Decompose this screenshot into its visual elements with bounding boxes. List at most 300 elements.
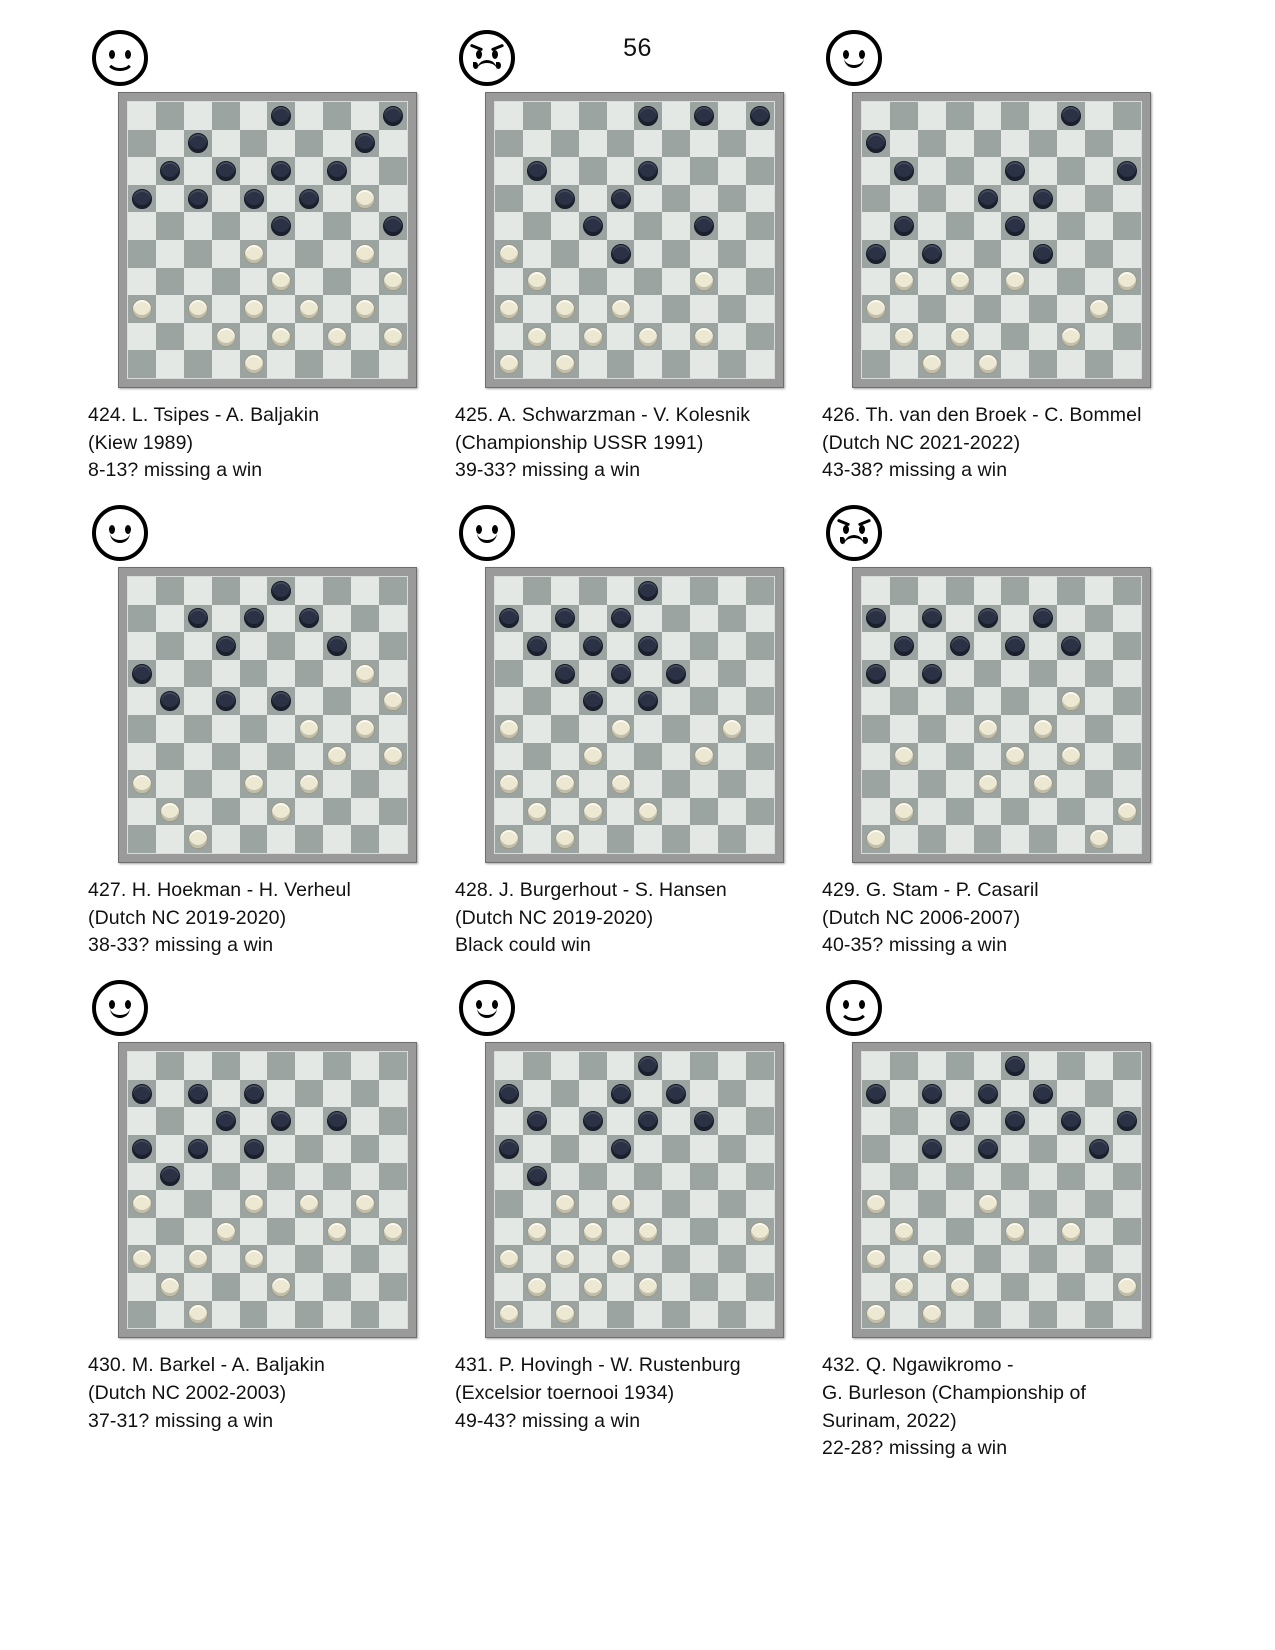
white-piece [638, 1277, 658, 1297]
board-square-22 [212, 687, 240, 715]
board-square-47 [551, 825, 579, 853]
board-square-light [662, 102, 690, 130]
board-square-18 [974, 185, 1002, 213]
board-square-light [1029, 577, 1057, 605]
black-piece [555, 608, 575, 628]
board-square-light [295, 632, 323, 660]
board-square-23 [634, 1163, 662, 1191]
board-square-28 [607, 1190, 635, 1218]
board-square-light [890, 605, 918, 633]
board-square-light [718, 687, 746, 715]
board-square-light [184, 1107, 212, 1135]
board-square-10 [351, 130, 379, 158]
black-piece [638, 106, 658, 126]
board-square-light [890, 130, 918, 158]
board-squares [127, 101, 408, 379]
mouth [844, 535, 864, 547]
black-piece [1061, 1111, 1081, 1131]
board-square-light [607, 632, 635, 660]
board-square-15 [1113, 632, 1141, 660]
board-square-light [184, 1163, 212, 1191]
board-square-light [718, 1218, 746, 1246]
white-piece [271, 802, 291, 822]
board-square-light [295, 577, 323, 605]
board-square-45 [746, 323, 774, 351]
board-square-light [156, 130, 184, 158]
board-square-1 [156, 102, 184, 130]
board-square-light [918, 743, 946, 771]
board-square-32 [212, 1218, 240, 1246]
board-square-light [746, 770, 774, 798]
board-square-48 [607, 825, 635, 853]
draughts-board [118, 92, 417, 388]
board-square-8 [607, 130, 635, 158]
board-square-light [495, 743, 523, 771]
board-square-2 [946, 1052, 974, 1080]
caption-line: 22-28? missing a win [822, 1437, 1008, 1460]
board-square-light [267, 295, 295, 323]
board-square-33 [1001, 743, 1029, 771]
black-piece [866, 608, 886, 628]
board-square-42 [946, 798, 974, 826]
board-square-35 [379, 1218, 407, 1246]
board-square-light [1113, 240, 1141, 268]
board-square-23 [267, 212, 295, 240]
mouth [110, 532, 130, 543]
white-piece [866, 299, 886, 319]
board-square-49 [295, 350, 323, 378]
black-piece [1033, 608, 1053, 628]
board-square-light [890, 1080, 918, 1108]
board-square-light [579, 770, 607, 798]
board-square-light [351, 632, 379, 660]
board-square-45 [379, 1273, 407, 1301]
board-square-39 [662, 1245, 690, 1273]
board-square-light [128, 798, 156, 826]
board-square-34 [1057, 1218, 1085, 1246]
board-square-6 [862, 130, 890, 158]
board-square-3 [634, 1052, 662, 1080]
board-square-light [862, 1218, 890, 1246]
caption-line: Surinam, 2022) [822, 1409, 957, 1432]
black-piece [271, 106, 291, 126]
board-square-light [551, 212, 579, 240]
board-square-27 [918, 240, 946, 268]
black-piece [978, 1139, 998, 1159]
board-square-6 [128, 1080, 156, 1108]
board-square-light [495, 577, 523, 605]
board-square-light [1057, 660, 1085, 688]
board-square-light [946, 770, 974, 798]
board-square-2 [212, 577, 240, 605]
board-square-light [662, 1163, 690, 1191]
eyebrow-r [491, 44, 504, 52]
board-square-11 [523, 157, 551, 185]
board-square-light [634, 1135, 662, 1163]
board-square-light [379, 185, 407, 213]
caption-line: 427. H. Hoekman - H. Verheul [88, 879, 351, 902]
board-square-26 [862, 715, 890, 743]
board-square-43 [267, 323, 295, 351]
board-square-light [634, 130, 662, 158]
board-square-41 [156, 323, 184, 351]
board-square-7 [551, 605, 579, 633]
board-square-light [718, 268, 746, 296]
board-square-light [523, 1080, 551, 1108]
board-square-11 [890, 1107, 918, 1135]
board-square-light [267, 660, 295, 688]
black-piece [611, 1139, 631, 1159]
board-square-46 [495, 350, 523, 378]
board-square-light [212, 295, 240, 323]
black-piece [611, 664, 631, 684]
board-square-light [946, 825, 974, 853]
board-square-light [1057, 185, 1085, 213]
board-square-light [495, 157, 523, 185]
board-square-39 [662, 770, 690, 798]
board-square-16 [495, 660, 523, 688]
board-square-40 [718, 295, 746, 323]
board-square-light [862, 268, 890, 296]
board-square-light [862, 1273, 890, 1301]
white-piece [638, 1222, 658, 1242]
board-square-10 [718, 130, 746, 158]
board-square-light [1113, 1135, 1141, 1163]
board-square-43 [1001, 1273, 1029, 1301]
board-square-light [295, 1052, 323, 1080]
board-square-36 [495, 1245, 523, 1273]
board-square-light [323, 1135, 351, 1163]
board-square-light [690, 240, 718, 268]
board-square-light [579, 660, 607, 688]
board-square-light [128, 743, 156, 771]
caption-line: (Championship USSR 1991) [455, 431, 704, 454]
board-square-light [128, 1107, 156, 1135]
board-square-light [551, 1163, 579, 1191]
board-square-8 [240, 130, 268, 158]
black-piece [327, 636, 347, 656]
board-square-8 [974, 130, 1002, 158]
board-square-1 [523, 102, 551, 130]
board-square-light [1113, 660, 1141, 688]
board-square-light [634, 825, 662, 853]
board-square-24 [1057, 687, 1085, 715]
board-square-1 [156, 1052, 184, 1080]
black-piece [950, 1111, 970, 1131]
board-square-27 [184, 1190, 212, 1218]
black-piece [1005, 1056, 1025, 1076]
white-piece [327, 327, 347, 347]
board-squares [127, 1051, 408, 1329]
board-square-light [267, 1301, 295, 1329]
board-square-light [184, 1218, 212, 1246]
white-piece [188, 1304, 208, 1324]
board-square-22 [212, 212, 240, 240]
board-square-20 [351, 660, 379, 688]
black-piece [1033, 1084, 1053, 1104]
black-piece [271, 581, 291, 601]
board-square-light [974, 743, 1002, 771]
smiley-face-icon [92, 30, 148, 86]
board-square-33 [1001, 268, 1029, 296]
board-square-light [579, 240, 607, 268]
board-square-40 [1085, 770, 1113, 798]
board-square-43 [634, 798, 662, 826]
board-square-11 [156, 157, 184, 185]
black-piece [694, 1111, 714, 1131]
white-piece [1117, 1277, 1137, 1297]
black-piece [922, 244, 942, 264]
board-square-19 [1029, 660, 1057, 688]
board-square-40 [351, 770, 379, 798]
board-square-light [267, 185, 295, 213]
board-square-34 [1057, 743, 1085, 771]
board-square-light [1085, 102, 1113, 130]
board-square-19 [662, 660, 690, 688]
board-square-light [662, 798, 690, 826]
board-square-34 [690, 1218, 718, 1246]
board-square-16 [128, 1135, 156, 1163]
board-square-4 [690, 102, 718, 130]
board-square-light [1001, 1135, 1029, 1163]
board-square-light [862, 687, 890, 715]
board-square-34 [323, 743, 351, 771]
white-piece [555, 774, 575, 794]
board-square-light [918, 632, 946, 660]
black-piece [271, 691, 291, 711]
board-squares [127, 576, 408, 854]
black-piece [1089, 1139, 1109, 1159]
puzzle-caption [822, 1352, 1167, 1463]
white-piece [188, 299, 208, 319]
board-square-light [1029, 157, 1057, 185]
board-square-light [156, 770, 184, 798]
white-piece [1061, 1222, 1081, 1242]
board-square-light [184, 268, 212, 296]
board-square-light [918, 323, 946, 351]
black-piece [894, 161, 914, 181]
board-square-6 [862, 605, 890, 633]
board-square-light [862, 1052, 890, 1080]
board-square-16 [128, 185, 156, 213]
board-square-light [974, 157, 1002, 185]
board-square-light [890, 240, 918, 268]
board-square-41 [890, 323, 918, 351]
board-square-light [1029, 268, 1057, 296]
black-piece [160, 1166, 180, 1186]
board-square-light [746, 130, 774, 158]
board-square-21 [523, 687, 551, 715]
board-square-light [718, 1107, 746, 1135]
board-square-12 [946, 157, 974, 185]
board-square-26 [862, 1190, 890, 1218]
board-square-light [1001, 295, 1029, 323]
board-square-49 [1029, 350, 1057, 378]
white-piece [694, 746, 714, 766]
board-square-light [974, 1273, 1002, 1301]
board-square-25 [379, 687, 407, 715]
board-square-light [918, 102, 946, 130]
caption-line: 37-31? missing a win [88, 1409, 274, 1432]
board-square-48 [974, 350, 1002, 378]
board-square-49 [662, 350, 690, 378]
board-square-20 [718, 185, 746, 213]
board-square-16 [862, 1135, 890, 1163]
board-square-37 [551, 770, 579, 798]
board-square-25 [746, 1163, 774, 1191]
black-piece [327, 1111, 347, 1131]
board-square-light [551, 323, 579, 351]
board-square-49 [1029, 825, 1057, 853]
board-square-light [607, 212, 635, 240]
board-square-light [862, 157, 890, 185]
board-square-light [156, 185, 184, 213]
white-piece [188, 829, 208, 849]
white-piece [1117, 802, 1137, 822]
board-square-light [607, 577, 635, 605]
board-square-25 [746, 687, 774, 715]
puzzle-429 [822, 505, 1167, 960]
board-square-36 [862, 295, 890, 323]
eyebrow-r [858, 519, 871, 527]
board-square-22 [212, 1163, 240, 1191]
board-square-42 [946, 1273, 974, 1301]
caption-line: (Dutch NC 2019-2020) [455, 906, 654, 929]
board-square-light [323, 295, 351, 323]
board-square-37 [918, 1245, 946, 1273]
white-piece [355, 664, 375, 684]
puzzle-424 [88, 30, 433, 485]
board-square-21 [523, 1163, 551, 1191]
board-square-31 [156, 1218, 184, 1246]
black-piece [383, 106, 403, 126]
board-square-17 [918, 1135, 946, 1163]
sad-face-icon [826, 505, 882, 561]
board-square-light [746, 1301, 774, 1329]
board-square-light [690, 660, 718, 688]
board-square-17 [551, 185, 579, 213]
white-piece [383, 1222, 403, 1242]
board-square-27 [184, 715, 212, 743]
board-square-39 [295, 1245, 323, 1273]
board-square-2 [212, 102, 240, 130]
board-square-4 [1057, 577, 1085, 605]
mouth [477, 60, 497, 72]
board-square-49 [295, 825, 323, 853]
board-square-31 [523, 743, 551, 771]
caption-line: (Kiew 1989) [88, 431, 194, 454]
board-square-24 [323, 212, 351, 240]
board-square-light [946, 660, 974, 688]
caption-line: G. Burleson (Championship of [822, 1381, 1087, 1404]
white-piece [694, 327, 714, 347]
board-square-light [1001, 715, 1029, 743]
board-square-light [974, 798, 1002, 826]
board-square-48 [240, 350, 268, 378]
board-square-light [718, 577, 746, 605]
board-square-light [267, 1245, 295, 1273]
board-square-light [634, 1245, 662, 1273]
board-square-1 [156, 577, 184, 605]
smiley-face-icon [92, 505, 148, 561]
black-piece [666, 1084, 686, 1104]
board-square-light [323, 1245, 351, 1273]
board-square-light [1113, 1080, 1141, 1108]
board-square-light [323, 825, 351, 853]
board-square-44 [1057, 323, 1085, 351]
black-piece [188, 133, 208, 153]
board-square-light [690, 1245, 718, 1273]
board-square-light [862, 577, 890, 605]
board-square-light [551, 1273, 579, 1301]
board-square-1 [890, 102, 918, 130]
board-square-32 [946, 1218, 974, 1246]
board-square-23 [1001, 687, 1029, 715]
board-square-light [690, 1135, 718, 1163]
board-square-35 [1113, 743, 1141, 771]
white-piece [499, 1249, 519, 1269]
white-piece [894, 746, 914, 766]
board-square-4 [1057, 102, 1085, 130]
board-square-47 [918, 350, 946, 378]
eye-right [492, 50, 498, 59]
board-square-32 [212, 743, 240, 771]
board-square-50 [351, 350, 379, 378]
board-square-7 [918, 130, 946, 158]
board-square-light [379, 130, 407, 158]
white-piece [299, 1194, 319, 1214]
board-square-16 [862, 185, 890, 213]
board-square-light [718, 743, 746, 771]
board-square-26 [128, 240, 156, 268]
board-square-12 [579, 632, 607, 660]
board-square-7 [184, 130, 212, 158]
board-square-44 [323, 1273, 351, 1301]
board-square-12 [212, 1107, 240, 1135]
board-square-3 [267, 102, 295, 130]
board-square-24 [1057, 212, 1085, 240]
board-square-light [890, 1245, 918, 1273]
board-square-light [607, 1107, 635, 1135]
board-square-24 [690, 687, 718, 715]
board-square-49 [1029, 1301, 1057, 1329]
white-piece [866, 1304, 886, 1324]
mouth [110, 1007, 130, 1018]
board-square-44 [690, 323, 718, 351]
board-square-37 [184, 770, 212, 798]
puzzle-caption [822, 402, 1167, 485]
board-square-light [295, 1107, 323, 1135]
board-square-39 [1029, 295, 1057, 323]
board-square-light [351, 268, 379, 296]
board-square-light [918, 798, 946, 826]
black-piece [1061, 636, 1081, 656]
board-square-9 [1029, 605, 1057, 633]
board-square-13 [634, 1107, 662, 1135]
board-square-21 [890, 1163, 918, 1191]
board-square-47 [184, 825, 212, 853]
white-piece [978, 774, 998, 794]
board-square-light [323, 715, 351, 743]
board-square-light [1085, 743, 1113, 771]
board-square-28 [607, 240, 635, 268]
white-piece [866, 1249, 886, 1269]
board-square-light [662, 632, 690, 660]
black-piece [922, 664, 942, 684]
white-piece [583, 327, 603, 347]
board-square-light [607, 1163, 635, 1191]
board-square-2 [579, 577, 607, 605]
